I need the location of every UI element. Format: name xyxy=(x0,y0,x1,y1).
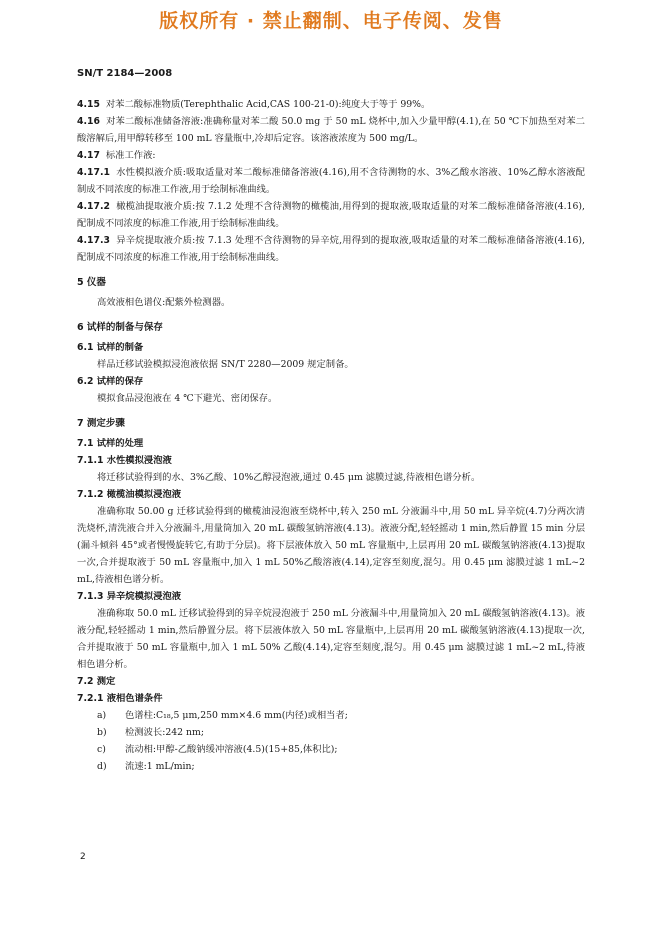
clause-4-17-3 xyxy=(77,232,585,266)
section-7-1-3-body: 准确称取 50.0 mL 迁移试验得到的异辛烷浸泡液于 250 mL 分液漏斗中,用量筒加入 20 mL 碳酸氢钠溶液(4.13)。液液分配,轻轻摇动 1 min,然后静置分层。将下层液体放入 50 mL 容量瓶中,上层再用 20 mL 碳酸氢钠溶液(4.13)提取一次,合并提取液于 50 mL 容量瓶中,加入 1 mL 50% 乙酸(4.14),定容至刻度,混匀。用 0.45 μm 滤膜过滤 1 mL~2 mL,待液相色谱分析。 xyxy=(77,608,585,670)
clause-text: 标准工作液: xyxy=(105,150,156,161)
clause-number: 4.17.2 xyxy=(77,201,110,212)
section-6-1-body: 样品迁移试验模拟浸泡液依据 SN/T 2280—2009 规定制备。 xyxy=(97,359,354,370)
clause-4-16 xyxy=(77,113,585,147)
list-item xyxy=(97,724,585,741)
list-text: 检测波长:242 nm; xyxy=(125,727,204,738)
section-7-2-1-heading: 7.2.1 液相色谱条件 xyxy=(77,693,163,704)
clause-4-17 xyxy=(77,147,585,164)
section-6-2-heading: 6.2 试样的保存 xyxy=(77,376,144,387)
section-5-heading: 5 仪器 xyxy=(77,277,106,288)
clause-4-15 xyxy=(77,96,585,113)
section-7-1-3-heading: 7.1.3 异辛烷模拟浸泡液 xyxy=(77,591,182,602)
list-label: a) xyxy=(97,710,107,721)
section-6-1-heading: 6.1 试样的制备 xyxy=(77,342,144,353)
list-label: c) xyxy=(97,744,106,755)
list-item xyxy=(97,741,585,758)
section-7-heading: 7 测定步骤 xyxy=(77,418,125,429)
section-7-1-heading: 7.1 试样的处理 xyxy=(77,438,144,449)
clause-number: 4.17.1 xyxy=(77,167,110,178)
clause-text: 对苯二酸标准储备溶液:准确称量对苯二酸 50.0 mg 于 50 mL 烧杯中,加入少量甲醇(4.1),在 50 ℃下加热至对苯二酸溶解后,用甲醇转移至 100 mL 容量瓶中,冷却后定容。该溶液浓度为 500 mg/L。 xyxy=(77,116,585,144)
list-text: 流速:1 mL/min; xyxy=(125,761,195,772)
section-6-2-body: 模拟食品浸泡液在 4 ℃下避光、密闭保存。 xyxy=(97,393,278,404)
list-text: 流动相:甲醇-乙酸钠缓冲溶液(4.5)(15+85,体积比); xyxy=(125,744,338,755)
document-body xyxy=(77,96,585,775)
lc-conditions-list xyxy=(77,707,585,775)
section-7-2-heading: 7.2 测定 xyxy=(77,676,116,687)
clause-text: 水性模拟液介质:吸取适量对苯二酸标准储备溶液(4.16),用不含待测物的水、3%乙酸水溶液、10%乙醇水溶液配制成不同浓度的标准工作液,用于绘制标准曲线。 xyxy=(77,167,585,195)
clause-number: 4.17.3 xyxy=(77,235,110,246)
clause-number: 4.17 xyxy=(77,150,100,161)
list-item xyxy=(97,758,585,775)
clause-number: 4.16 xyxy=(77,116,100,127)
list-item xyxy=(97,707,585,724)
clause-4-17-2 xyxy=(77,198,585,232)
clause-4-17-1 xyxy=(77,164,585,198)
clause-text: 异辛烷提取液介质:按 7.1.3 处理不含待测物的异辛烷,用得到的提取液,吸取适量的对苯二酸标准储备溶液(4.16),配制成不同浓度的标准工作液,用于绘制标准曲线。 xyxy=(77,235,585,263)
section-7-1-1-heading: 7.1.1 水性模拟浸泡液 xyxy=(77,455,172,466)
clause-text: 橄榄油提取液介质:按 7.1.2 处理不含待测物的橄榄油,用得到的提取液,吸取适量的对苯二酸标准储备溶液(4.16),配制成不同浓度的标准工作液,用于绘制标准曲线。 xyxy=(77,201,585,229)
list-text: 色谱柱:C₁₈,5 μm,250 mm×4.6 mm(内径)或相当者; xyxy=(125,710,348,721)
list-label: b) xyxy=(97,727,107,738)
page-number: 2 xyxy=(80,852,86,862)
section-7-1-2-body: 准确称取 50.00 g 迁移试验得到的橄榄油浸泡液至烧杯中,转入 250 mL 分液漏斗中,用 50 mL 异辛烷(4.7)分两次清洗烧杯,清洗液合并入分液漏斗,用量筒加入 20 mL 碳酸氢钠溶液(4.13)。液液分配,轻轻摇动 1 min,然后静置 15 min 分层(漏斗倾斜 45°或者慢慢旋转它,有助于分层)。将下层液体放入 50 mL 容量瓶中,上层再用 20 mL 碳酸氢钠溶液(4.13)提取一次,合并提取液于 50 mL 容量瓶中,加入 1 mL 50%乙酸溶液(4.14),定容至刻度,混匀。用 0.45 μm 滤膜过滤 1 mL~2 mL,待液相色谱分析。 xyxy=(77,506,585,585)
section-7-1-2-heading: 7.1.2 橄榄油模拟浸泡液 xyxy=(77,489,182,500)
section-7-1-1-body: 将迁移试验得到的水、3%乙酸、10%乙醇浸泡液,通过 0.45 μm 滤膜过滤,待液相色谱分析。 xyxy=(97,472,481,483)
list-label: d) xyxy=(97,761,107,772)
section-6-heading: 6 试样的制备与保存 xyxy=(77,322,163,333)
copyright-banner: 版权所有 · 禁止翻制、电子传阅、发售 xyxy=(159,10,503,32)
clause-text: 对苯二酸标准物质(Terephthalic Acid,CAS 100-21-0):纯度大于等于 99%。 xyxy=(105,99,431,110)
clause-number: 4.15 xyxy=(77,99,100,110)
section-5-body: 高效液相色谱仪:配紫外检测器。 xyxy=(97,297,231,308)
document-id: SN/T 2184—2008 xyxy=(77,68,173,79)
